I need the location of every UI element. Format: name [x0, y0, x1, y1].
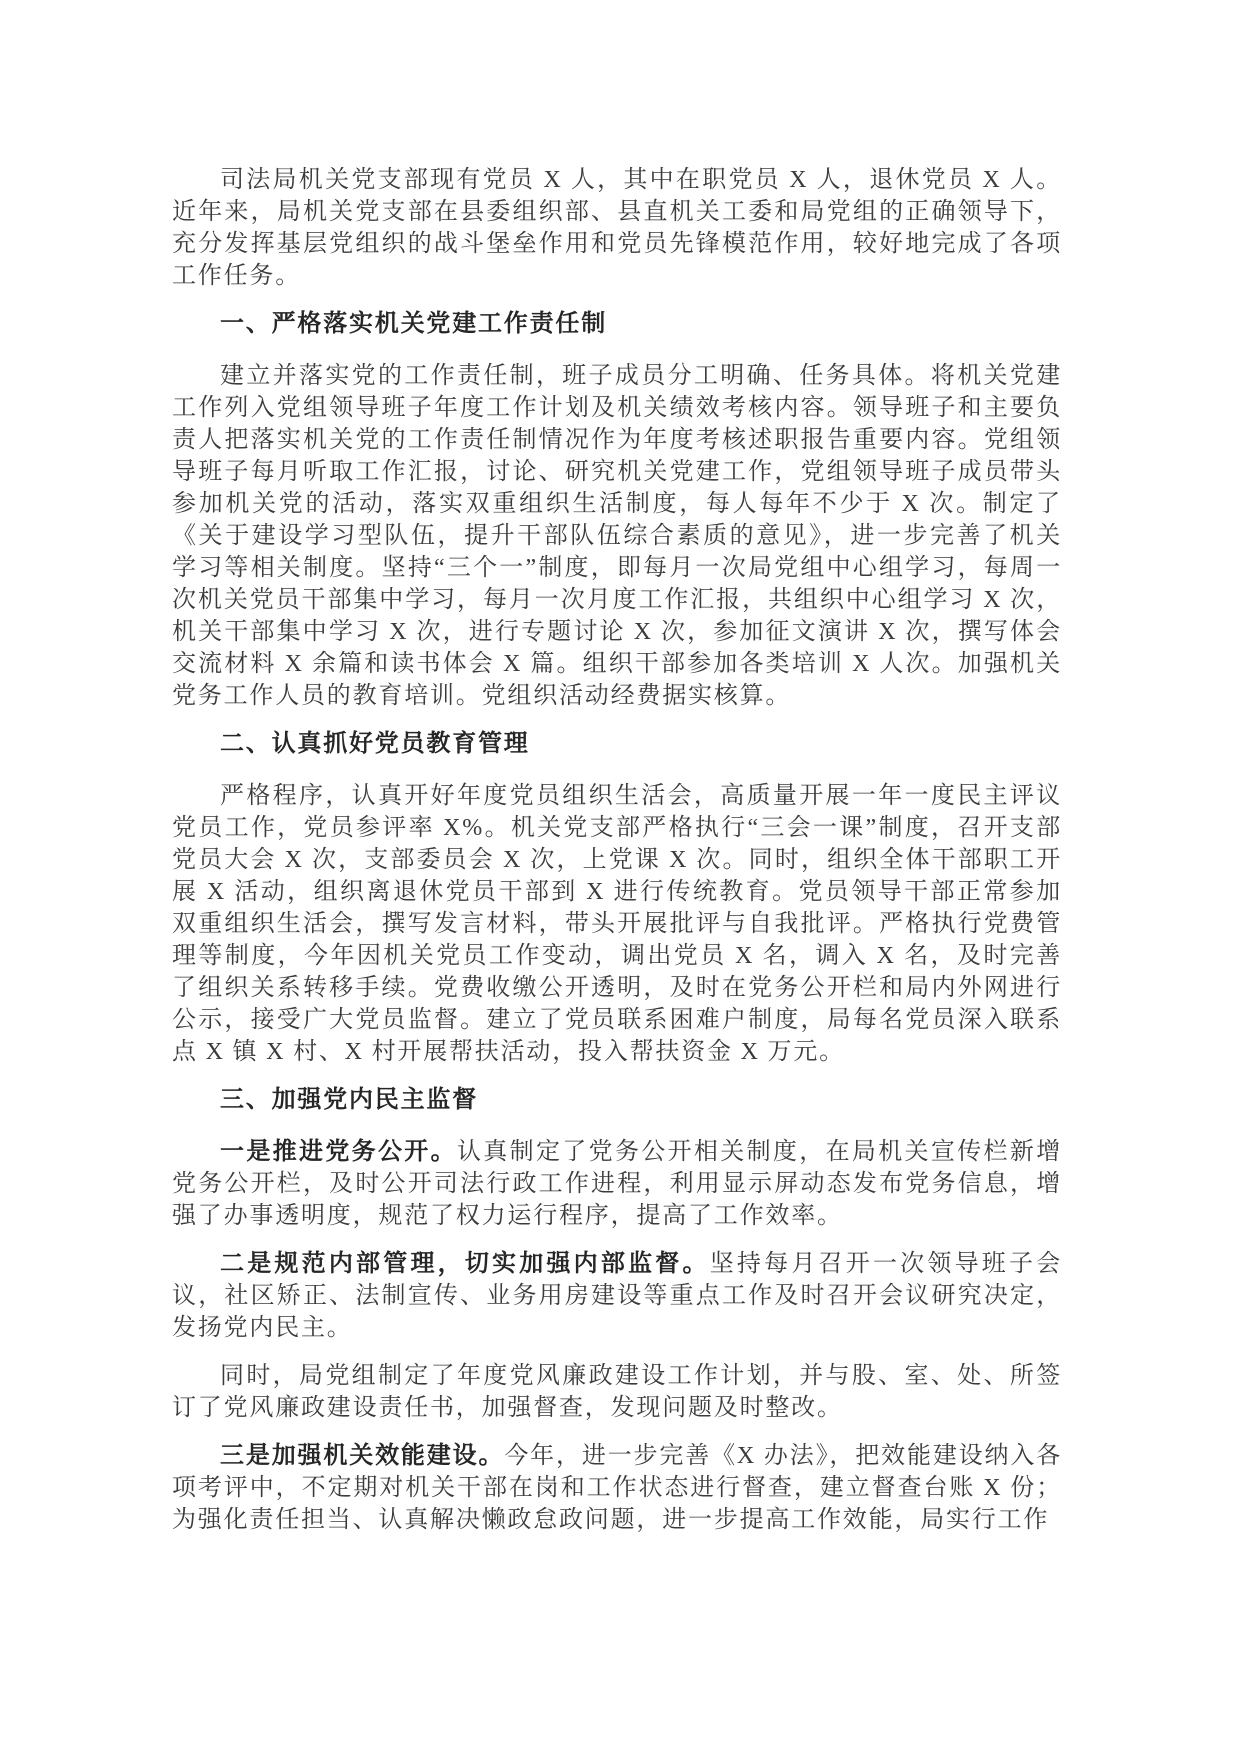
paragraph-bold-lead: 三是加强机关效能建设。 [220, 1443, 505, 1469]
intro-paragraph [172, 164, 1062, 292]
paragraph-text: 司法局机关党支部现有党员 X 人，其中在职党员 X 人，退休党员 X 人。近年来，局机关党支部在县委组织部、县直机关工委和局党组的正确领导下，充分发挥基层党组织的战斗堡垒作用和党员先锋模范作用，较好地完成了各项工作任务。 [172, 167, 1062, 289]
paragraph-text: 严格程序，认真开好年度党员组织生活会，高质量开展一年一度民主评议党员工作，党员参评率 X%。机关党支部严格执行“三会一课”制度，召开支部党员大会 X 次，支部委员会 X 次，上党课 X 次。同时，组织全体干部职工开展 X 活动，组织离退休党员干部到 X 进行传统教育。党员领导干部正常参加双重组织生活会，撰写发言材料，带头开展批评与自我批评。严格执行党费管理等制度，今年因机关党员工作变动，调出党员 X 名，调入 X 名，及时完善了组织关系转移手续。党费收缴公开透明，及时在党务公开栏和局内外网进行公示，接受广大党员监督。建立了党员联系困难户制度，局每名党员深入联系点 X 镇 X 村、X 村开展帮扶活动，投入帮扶资金 X 万元。 [172, 783, 1062, 1065]
section-2-paragraph [172, 780, 1062, 1068]
section-heading-1: 一、严格落实机关党建工作责任制 [220, 311, 607, 337]
section-heading-2: 二、认真抓好党员教育管理 [220, 731, 530, 757]
paragraph-text: 坚持每月召开一次领导班子会议，社区矫正、法制宣传、业务用房建设等重点工作及时召开会议研究决定，发扬党内民主。 [172, 1251, 1062, 1341]
section-3-supplement-paragraph [172, 1360, 1062, 1424]
paragraph-text: 认真制定了党务公开相关制度，在局机关宣传栏新增党务公开栏，及时公开司法行政工作进程，利用显示屏动态发布党务信息，增强了办事透明度，规范了权力运行程序，提高了工作效率。 [172, 1139, 1062, 1229]
paragraph-text: 同时，局党组制定了年度党风廉政建设工作计划，并与股、室、处、所签订了党风廉政建设责任书，加强督查，发现问题及时整改。 [172, 1363, 1062, 1421]
document-page-content [172, 164, 1062, 1552]
paragraph-bold-lead: 二是规范内部管理，切实加强内部监督。 [220, 1251, 710, 1277]
paragraph-text: 今年，进一步完善《X 办法》，把效能建设纳入各项考评中，不定期对机关干部在岗和工作状态进行督查，建立督查台账 X 份；为强化责任担当、认真解决懒政怠政问题，进一步提高工作效能，局实行工作 [172, 1443, 1062, 1533]
section-3-point-3-paragraph [172, 1440, 1062, 1536]
section-3-point-1-paragraph [172, 1136, 1062, 1232]
paragraph-text: 建立并落实党的工作责任制，班子成员分工明确、任务具体。将机关党建工作列入党组领导班子年度工作计划及机关绩效考核内容。领导班子和主要负责人把落实机关党的工作责任制情况作为年度考核述职报告重要内容。党组领导班子每月听取工作汇报，讨论、研究机关党建工作，党组领导班子成员带头参加机关党的活动，落实双重组织生活制度，每人每年不少于 X 次。制定了《关于建设学习型队伍，提升干部队伍综合素质的意见》，进一步完善了机关学习等相关制度。坚持“三个一”制度，即每月一次局党组中心组学习，每周一次机关党员干部集中学习，每月一次月度工作汇报，共组织中心组学习 X 次，机关干部集中学习 X 次，进行专题讨论 X 次，参加征文演讲 X 次，撰写体会交流材料 X 余篇和读书体会 X 篇。组织干部参加各类培训 X 人次。加强机关党务工作人员的教育培训。党组织活动经费据实核算。 [172, 363, 1062, 709]
section-3-point-2-paragraph [172, 1248, 1062, 1344]
paragraph-bold-lead: 一是推进党务公开。 [220, 1139, 457, 1165]
section-heading-3: 三、加强党内民主监督 [220, 1087, 478, 1113]
section-1-paragraph [172, 360, 1062, 712]
